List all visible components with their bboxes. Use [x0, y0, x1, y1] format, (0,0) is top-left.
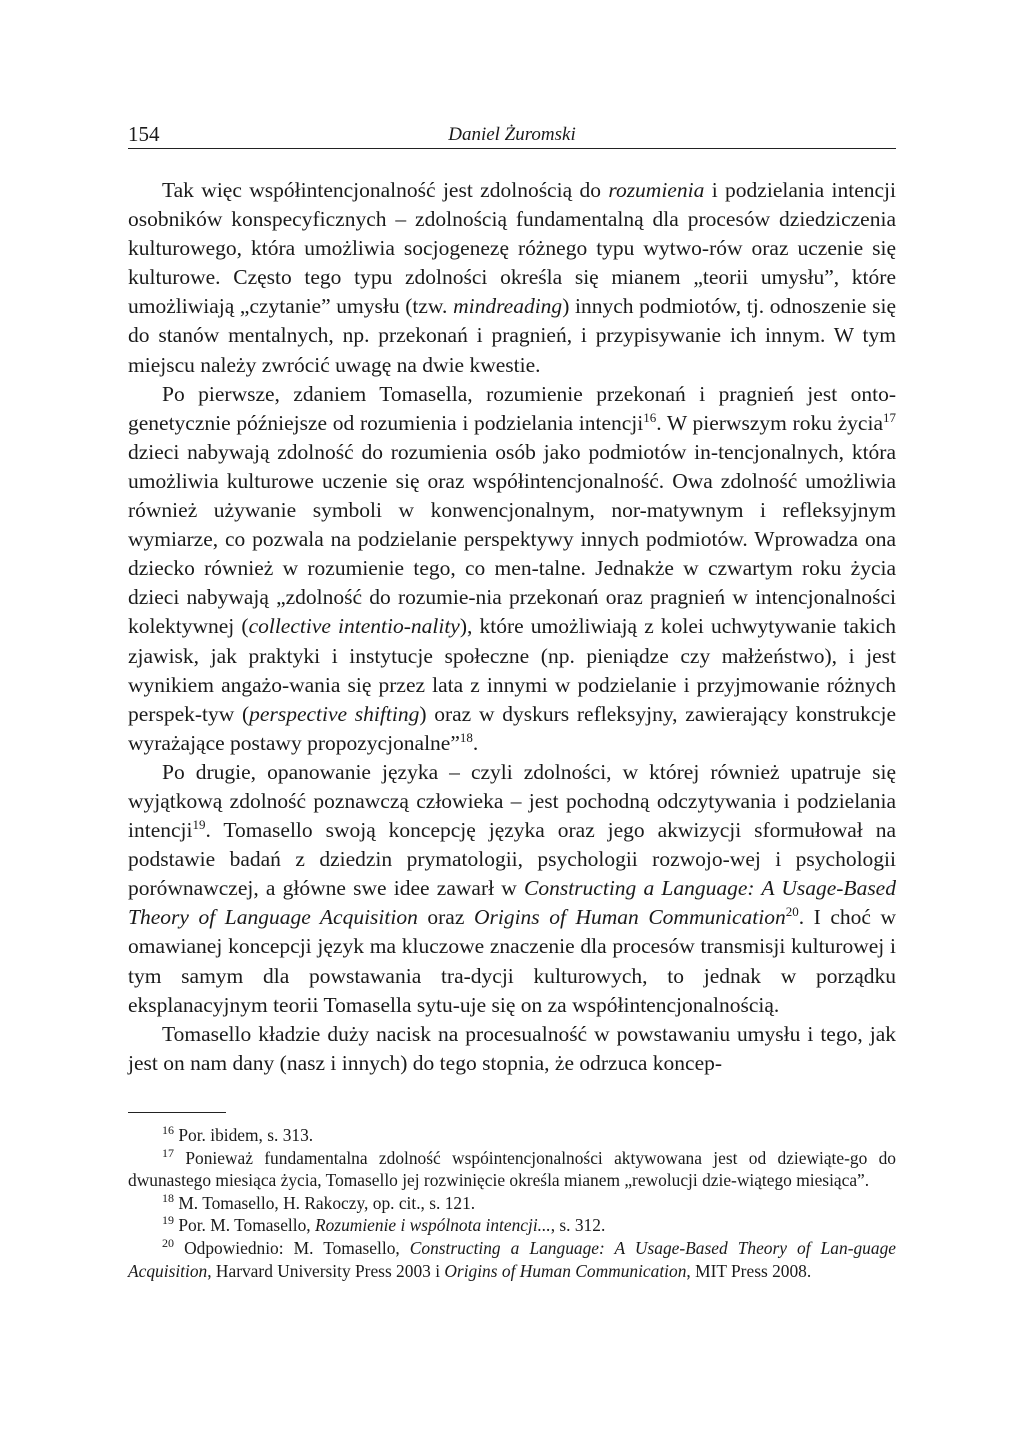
footnote-text: , MIT Press 2008. — [686, 1260, 812, 1281]
text-span: Po drugie, opanowanie języka – czyli zdolności, w której również upatruje się wyjątkową zdolność poznawczą człowieka – jest pochodną odczytywania i podzielania intencji — [128, 759, 896, 843]
footnote-19 — [128, 1214, 896, 1237]
footnote-16 — [128, 1124, 896, 1147]
text-span: Tak więc współintencjonalność jest zdolnością do — [162, 178, 609, 202]
book-title: Constructing a Language: A Usage-Based Theory of Language Acquisition — [128, 876, 896, 930]
footnote-number: 20 — [162, 1236, 174, 1251]
page-header — [128, 118, 896, 149]
main-text — [128, 176, 896, 1078]
footnote-ref[interactable]: 17 — [883, 409, 896, 425]
text-span: oraz — [417, 905, 474, 930]
text-span: Tomasello kładzie duży nacisk na procesualność w powstawaniu umysłu i tego, jak jest on nam dany (nasz i innych) do tego stopnia, że odrzuca koncep- — [128, 1021, 896, 1075]
italic-term: collective intentio-nality — [248, 614, 460, 639]
footnote-text: M. Tomasello, H. Rakoczy, op. cit., s. 121. — [174, 1192, 476, 1213]
text-span: ) oraz w dyskurs refleksyjny, zawierający konstrukcje wyrażające postawy propozycjonalne” — [128, 701, 896, 755]
text-span: Po pierwsze, zdaniem Tomasella, rozumienie przekonań i pragnień jest onto-genetycznie późniejsze od rozumienia i podzielania intencji — [128, 381, 896, 435]
footnote-separator — [128, 1112, 226, 1113]
text-span: ), które umożliwiają z kolei uchwytywanie takich zjawisk, jak praktyki i instytucje społeczne (np. pieniądze czy małżeństwo), i jest wynikiem angażo-wania się przez lata z innymi w podzielanie i przyjmowanie różnych perspek-tyw ( — [128, 614, 896, 726]
page-number: 154 — [128, 122, 160, 146]
footnote-number: 19 — [162, 1213, 174, 1228]
footnote-text: Odpowiednio: M. Tomasello, — [174, 1237, 410, 1258]
footnote-18 — [128, 1192, 896, 1215]
paragraph-2 — [128, 380, 896, 758]
running-head: Daniel Żuromski — [448, 124, 576, 145]
paragraph-4 — [128, 1020, 896, 1078]
footnote-text: , s. 312. — [550, 1215, 606, 1236]
cited-title: Origins of Human Communication — [444, 1260, 687, 1281]
footnote-ref[interactable]: 18 — [459, 729, 473, 745]
text-span: dzieci nabywają zdolność do rozumienia osób jako podmiotów in-tencjonalnych, która umożliwia kulturowe uczenie się oraz współintencjonalność. Owa zdolność umożliwia również używanie symboli w konwencjonalnym, nor-matywnym i refleksyjnym wymiarze, co pozwala na podzielanie perspektywy innych podmiotów. Wprowadza ona dziecko również w rozumienie tego, co men-talne. Jednakże w czwartym roku życia dzieci nabywają „zdolność do rozumie-nia przekonań oraz pragnień w intencjonalności kolektywnej ( — [128, 439, 896, 639]
italic-term: perspective shifting — [249, 701, 420, 726]
footnote-ref[interactable]: 16 — [643, 409, 657, 425]
footnote-number: 17 — [162, 1145, 174, 1160]
footnote-ref[interactable]: 20 — [785, 904, 799, 920]
cited-title: Rozumienie i wspólnota intencji... — [314, 1215, 551, 1236]
book-title: Origins of Human Communication — [473, 905, 786, 930]
footnote-text: Por. ibidem, s. 313. — [174, 1125, 314, 1145]
text-span: . I choć w omawianej koncepcji język ma kluczowe znaczenie dla procesów transmisji kulturowej i tym samym dla powstawania tra-dycji kulturowych, to jednak w porządku eksplanacyjnym teorii Tomasella sytu-uje się on za współintencjonalnością. — [128, 905, 897, 1017]
footnote-text: , Harvard University Press 2003 i — [207, 1260, 445, 1281]
footnote-ref[interactable]: 19 — [192, 816, 206, 832]
text-span: i podzielania intencji osobników konspecyficznych – zdolnością fundamentalną dla procesów dziedziczenia kulturowego, która umożliwia socjogenezę różnego typu wytwo-rów oraz uczenie się kulturowe. Często tego typu zdolności określa się mianem „teorii umysłu”, które umożliwiają „czytanie” umysłu (tzw. — [128, 178, 897, 319]
italic-term: rozumienia — [608, 178, 705, 202]
text-span: . W pierwszym roku życia — [656, 410, 883, 435]
italic-term: mindreading — [453, 294, 563, 319]
text-span: ) innych podmiotów, tj. odnoszenie się do stanów mentalnych, np. przekonań i pragnień, i przypisywanie ich innym. W tym miejscu należy zwrócić uwagę na dwie kwestie. — [128, 294, 896, 377]
cited-title: Constructing a Language: A Usage-Based Theory of Lan-guage Acquisition — [128, 1237, 896, 1281]
footnote-17 — [128, 1147, 896, 1192]
footnote-text: Ponieważ fundamentalna zdolność wspóintencjonalności aktywowana jest od dziewiąte-go do dwunastego miesiąca życia, Tomasello jej rozwinięcie określa mianem „rewolucji dzie-wiątego miesiąca”. — [128, 1147, 896, 1191]
paragraph-1 — [128, 176, 896, 380]
text-span: . — [472, 730, 479, 755]
footnote-text: Por. M. Tomasello, — [174, 1215, 315, 1236]
footnote-20 — [128, 1237, 896, 1282]
footnote-number: 16 — [162, 1123, 174, 1138]
footnote-number: 18 — [162, 1190, 174, 1205]
paragraph-3 — [128, 758, 896, 1020]
footnotes — [128, 1124, 896, 1282]
text-span: . Tomasello swoją koncepcję języka oraz jego akwizycji sformułował na podstawie badań z dziedzin prymatologii, psychologii rozwojo-wej i psychologii porównawczej, a główne swe idee zawarł w — [128, 818, 896, 901]
